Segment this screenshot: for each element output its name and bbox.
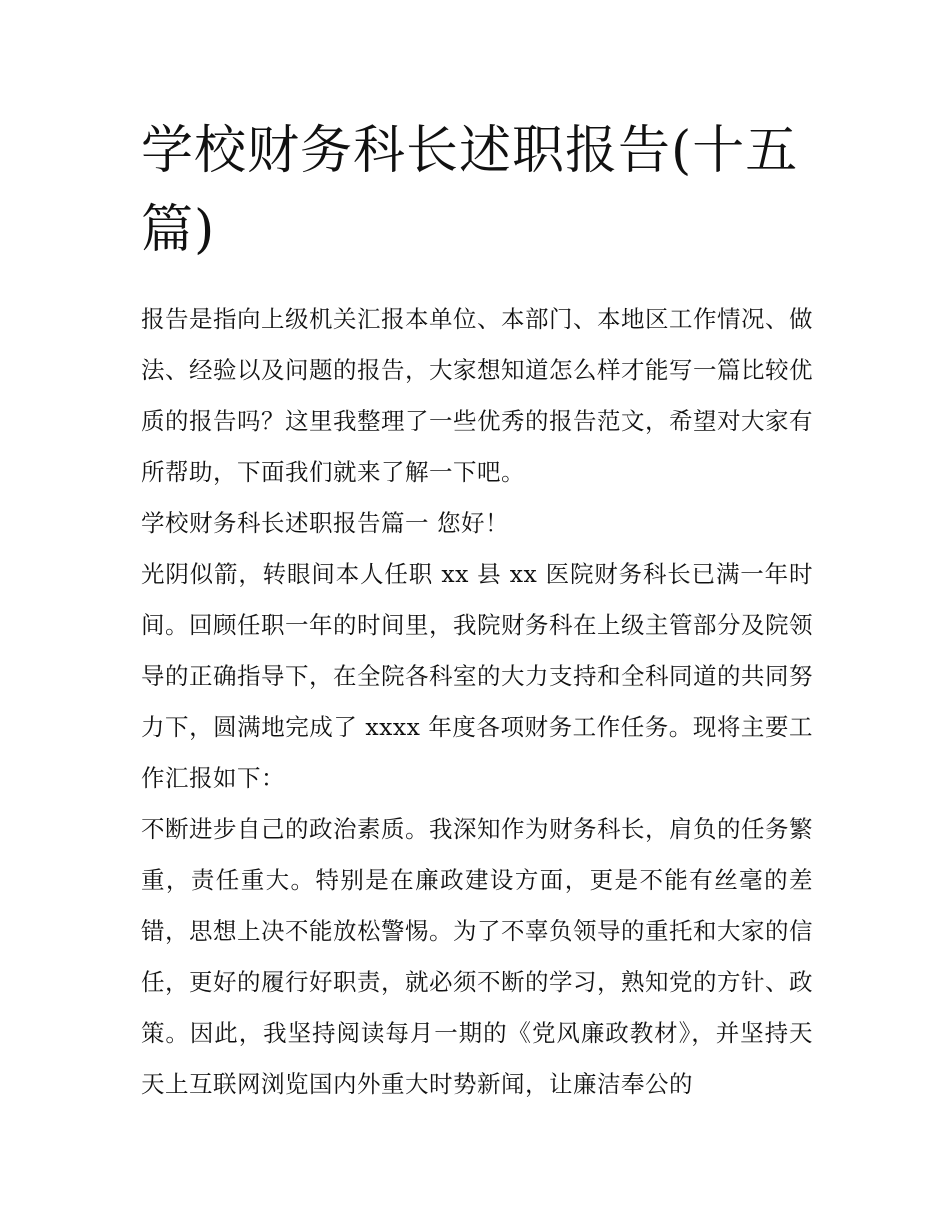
paragraph-political-quality: 不断进步自己的政治素质。我深知作为财务科长，肩负的任务繁重，责任重大。特别是在廉政建设方面，更是不能有丝毫的差错，思想上决不能放松警惕。为了不辜负领导的重托和大家的信任，更好的履行好职责，就必须不断的学习，熟知党的方针、政策。因此，我坚持阅读每月一期的《党风廉政教材》，并坚持天天上互联网浏览国内外重大时势新闻，让廉洁奉公的 (141, 815, 813, 1098)
paragraph-opening: 光阴似箭，转眼间本人任职 xx 县 xx 医院财务科长已满一年时间。回顾任职一年的时间里，我院财务科在上级主管部分及院领导的正确指导下，在全院各科室的大力支持和全科同道的共同努力下，圆满地完成了 xxxx 年度各项财务工作任务。现将主要工作汇报如下： (141, 560, 813, 792)
document-page (141, 112, 813, 1110)
document-title: 学校财务科长述职报告(十五篇) (141, 121, 799, 260)
paragraph-section-heading: 学校财务科长述职报告篇一 您好！ (141, 509, 509, 537)
paragraph-intro: 报告是指向上级机关汇报本单位、本部门、本地区工作情况、做法、经验以及问题的报告，大家想知道怎么样才能写一篇比较优质的报告吗？这里我整理了一些优秀的报告范文，希望对大家有所帮助，下面我们就来了解一下吧。 (141, 305, 813, 486)
